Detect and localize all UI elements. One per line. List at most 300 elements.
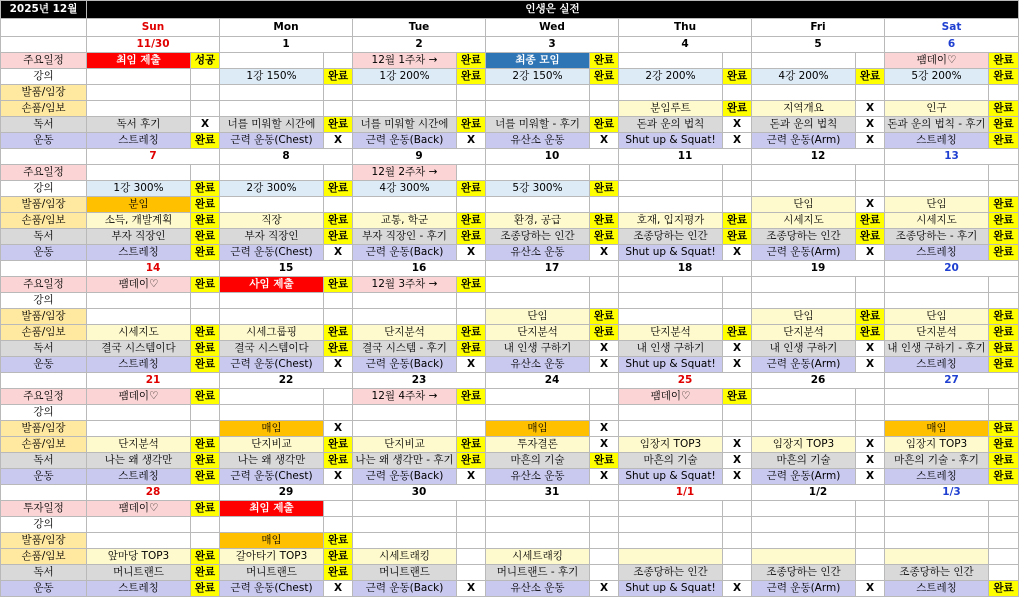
status-cell[interactable]: X	[324, 469, 353, 485]
status-cell[interactable]: 완료	[191, 501, 220, 517]
status-cell[interactable]: 완료	[723, 213, 752, 229]
task-cell[interactable]: 조종당하는 인간	[619, 229, 723, 245]
status-cell[interactable]: X	[590, 341, 619, 357]
task-cell[interactable]: 투자결론	[486, 437, 590, 453]
task-cell[interactable]: 결국 시스템이다	[220, 341, 324, 357]
status-cell[interactable]: 완료	[590, 181, 619, 197]
task-cell[interactable]	[87, 85, 191, 101]
status-cell[interactable]	[723, 549, 752, 565]
status-cell[interactable]: 완료	[324, 117, 353, 133]
status-cell[interactable]	[590, 405, 619, 421]
status-cell[interactable]	[324, 165, 353, 181]
status-cell[interactable]: X	[590, 437, 619, 453]
status-cell[interactable]	[590, 165, 619, 181]
task-cell[interactable]	[486, 197, 590, 213]
status-cell[interactable]	[590, 565, 619, 581]
task-cell[interactable]: Shut up & Squat!	[619, 245, 723, 261]
status-cell[interactable]: 완료	[457, 437, 486, 453]
status-cell[interactable]	[723, 293, 752, 309]
status-cell[interactable]: 완료	[457, 389, 486, 405]
task-cell[interactable]: 1강 300%	[87, 181, 191, 197]
task-cell[interactable]	[486, 501, 590, 517]
task-cell[interactable]	[885, 501, 989, 517]
status-cell[interactable]	[989, 549, 1019, 565]
status-cell[interactable]: 완료	[989, 357, 1019, 373]
status-cell[interactable]	[324, 85, 353, 101]
status-cell[interactable]: 완료	[457, 341, 486, 357]
task-cell[interactable]: 스트레칭	[885, 133, 989, 149]
task-cell[interactable]	[752, 85, 856, 101]
status-cell[interactable]	[989, 165, 1019, 181]
status-cell[interactable]: X	[723, 469, 752, 485]
task-cell[interactable]: 임장지 TOP3	[885, 437, 989, 453]
status-cell[interactable]	[989, 389, 1019, 405]
task-cell[interactable]: 돈과 운의 법칙	[619, 117, 723, 133]
status-cell[interactable]	[989, 405, 1019, 421]
status-cell[interactable]	[723, 517, 752, 533]
status-cell[interactable]	[457, 501, 486, 517]
status-cell[interactable]: 완료	[723, 325, 752, 341]
task-cell[interactable]: 근력 운동(Arm)	[752, 245, 856, 261]
task-cell[interactable]	[220, 101, 324, 117]
task-cell[interactable]: 조종당하는 인간	[885, 565, 989, 581]
task-cell[interactable]	[486, 293, 590, 309]
status-cell[interactable]	[856, 517, 885, 533]
task-cell[interactable]	[752, 277, 856, 293]
task-cell[interactable]: 머니트랜드	[353, 565, 457, 581]
status-cell[interactable]: X	[590, 133, 619, 149]
status-cell[interactable]: 완료	[324, 69, 353, 85]
status-cell[interactable]: 완료	[989, 325, 1019, 341]
status-cell[interactable]: 완료	[590, 309, 619, 325]
task-cell[interactable]	[486, 277, 590, 293]
task-cell[interactable]	[619, 181, 723, 197]
status-cell[interactable]: X	[723, 117, 752, 133]
status-cell[interactable]	[590, 517, 619, 533]
status-cell[interactable]: 완료	[191, 389, 220, 405]
task-cell[interactable]: 조종당하는 - 후기	[885, 229, 989, 245]
task-cell[interactable]	[220, 517, 324, 533]
task-cell[interactable]: 근력 운동(Chest)	[220, 581, 324, 597]
task-cell[interactable]: 근력 운동(Back)	[353, 245, 457, 261]
status-cell[interactable]: X	[457, 245, 486, 261]
task-cell[interactable]: 조종당하는 인간	[486, 229, 590, 245]
status-cell[interactable]: X	[590, 581, 619, 597]
task-cell[interactable]: 12월 3주차 →	[353, 277, 457, 293]
status-cell[interactable]: 완료	[989, 309, 1019, 325]
status-cell[interactable]: 완료	[989, 469, 1019, 485]
task-cell[interactable]: 마흔의 기술 - 후기	[885, 453, 989, 469]
status-cell[interactable]	[856, 85, 885, 101]
status-cell[interactable]: X	[457, 133, 486, 149]
task-cell[interactable]	[87, 69, 191, 85]
task-cell[interactable]: 유산소 운동	[486, 581, 590, 597]
status-cell[interactable]: 성공	[191, 53, 220, 69]
status-cell[interactable]: 완료	[989, 453, 1019, 469]
status-cell[interactable]: 완료	[989, 53, 1019, 69]
task-cell[interactable]: 조종당하는 인간	[752, 565, 856, 581]
status-cell[interactable]: 완료	[324, 549, 353, 565]
task-cell[interactable]	[619, 165, 723, 181]
task-cell[interactable]: 환경, 공급	[486, 213, 590, 229]
status-cell[interactable]	[723, 277, 752, 293]
task-cell[interactable]	[353, 85, 457, 101]
task-cell[interactable]: 시세그룹핑	[220, 325, 324, 341]
status-cell[interactable]	[191, 517, 220, 533]
task-cell[interactable]: 팸데이♡	[885, 53, 989, 69]
task-cell[interactable]	[619, 309, 723, 325]
task-cell[interactable]: 앞마당 TOP3	[87, 549, 191, 565]
status-cell[interactable]: X	[856, 245, 885, 261]
status-cell[interactable]: 완료	[989, 197, 1019, 213]
task-cell[interactable]	[87, 101, 191, 117]
task-cell[interactable]	[885, 517, 989, 533]
status-cell[interactable]	[457, 85, 486, 101]
task-cell[interactable]: 근력 운동(Chest)	[220, 469, 324, 485]
task-cell[interactable]: 조종당하는 인간	[619, 565, 723, 581]
status-cell[interactable]	[324, 293, 353, 309]
status-cell[interactable]	[191, 405, 220, 421]
status-cell[interactable]	[324, 405, 353, 421]
task-cell[interactable]	[486, 85, 590, 101]
status-cell[interactable]	[989, 293, 1019, 309]
task-cell[interactable]: Shut up & Squat!	[619, 133, 723, 149]
task-cell[interactable]	[486, 405, 590, 421]
status-cell[interactable]: X	[324, 357, 353, 373]
status-cell[interactable]: X	[324, 581, 353, 597]
status-cell[interactable]	[191, 69, 220, 85]
status-cell[interactable]	[989, 501, 1019, 517]
task-cell[interactable]	[885, 293, 989, 309]
status-cell[interactable]	[723, 421, 752, 437]
status-cell[interactable]: 완료	[856, 69, 885, 85]
task-cell[interactable]: 단임	[885, 309, 989, 325]
task-cell[interactable]: 근력 운동(Back)	[353, 357, 457, 373]
status-cell[interactable]	[989, 277, 1019, 293]
task-cell[interactable]: 내 인생 구하기	[486, 341, 590, 357]
status-cell[interactable]: 완료	[191, 565, 220, 581]
status-cell[interactable]	[989, 181, 1019, 197]
status-cell[interactable]	[324, 517, 353, 533]
status-cell[interactable]: 완료	[457, 213, 486, 229]
task-cell[interactable]: 독서 후기	[87, 117, 191, 133]
status-cell[interactable]: 완료	[191, 277, 220, 293]
task-cell[interactable]: 스트레칭	[87, 581, 191, 597]
status-cell[interactable]: 완료	[856, 325, 885, 341]
task-cell[interactable]: 시세트래킹	[353, 549, 457, 565]
task-cell[interactable]	[752, 501, 856, 517]
task-cell[interactable]: 머니트랜드	[87, 565, 191, 581]
status-cell[interactable]: 완료	[191, 325, 220, 341]
status-cell[interactable]	[590, 277, 619, 293]
status-cell[interactable]	[989, 565, 1019, 581]
task-cell[interactable]	[486, 533, 590, 549]
status-cell[interactable]: X	[723, 245, 752, 261]
status-cell[interactable]: 완료	[989, 437, 1019, 453]
task-cell[interactable]	[752, 421, 856, 437]
task-cell[interactable]: 1강 150%	[220, 69, 324, 85]
task-cell[interactable]	[353, 533, 457, 549]
status-cell[interactable]: 완료	[324, 229, 353, 245]
task-cell[interactable]: Shut up & Squat!	[619, 357, 723, 373]
task-cell[interactable]: 최종 모임	[486, 53, 590, 69]
task-cell[interactable]: 사임 제출	[220, 277, 324, 293]
status-cell[interactable]	[590, 389, 619, 405]
task-cell[interactable]	[885, 165, 989, 181]
task-cell[interactable]	[752, 405, 856, 421]
status-cell[interactable]	[856, 549, 885, 565]
task-cell[interactable]	[885, 181, 989, 197]
status-cell[interactable]: X	[324, 421, 353, 437]
task-cell[interactable]	[87, 293, 191, 309]
task-cell[interactable]	[619, 197, 723, 213]
task-cell[interactable]	[885, 549, 989, 565]
status-cell[interactable]: X	[324, 133, 353, 149]
task-cell[interactable]: 근력 운동(Arm)	[752, 133, 856, 149]
status-cell[interactable]	[590, 293, 619, 309]
status-cell[interactable]: 완료	[324, 437, 353, 453]
status-cell[interactable]: X	[324, 245, 353, 261]
task-cell[interactable]: 호재, 입지평가	[619, 213, 723, 229]
status-cell[interactable]: 완료	[191, 453, 220, 469]
task-cell[interactable]: 매임	[220, 533, 324, 549]
task-cell[interactable]: Shut up & Squat!	[619, 581, 723, 597]
status-cell[interactable]: 완료	[590, 325, 619, 341]
task-cell[interactable]: 인구	[885, 101, 989, 117]
task-cell[interactable]	[619, 405, 723, 421]
task-cell[interactable]: 돈과 운의 법칙 - 후기	[885, 117, 989, 133]
status-cell[interactable]: 완료	[989, 213, 1019, 229]
status-cell[interactable]: 완료	[989, 69, 1019, 85]
task-cell[interactable]: 결국 시스템 - 후기	[353, 341, 457, 357]
task-cell[interactable]: 근력 운동(Arm)	[752, 357, 856, 373]
task-cell[interactable]	[619, 549, 723, 565]
task-cell[interactable]: 2강 150%	[486, 69, 590, 85]
status-cell[interactable]	[590, 549, 619, 565]
task-cell[interactable]	[353, 405, 457, 421]
status-cell[interactable]: 완료	[191, 341, 220, 357]
task-cell[interactable]: 스트레칭	[87, 357, 191, 373]
status-cell[interactable]: 완료	[590, 69, 619, 85]
status-cell[interactable]	[324, 101, 353, 117]
status-cell[interactable]: X	[457, 469, 486, 485]
task-cell[interactable]: 임장지 TOP3	[619, 437, 723, 453]
task-cell[interactable]: 유산소 운동	[486, 133, 590, 149]
status-cell[interactable]: 완료	[590, 229, 619, 245]
status-cell[interactable]: X	[856, 117, 885, 133]
status-cell[interactable]	[457, 293, 486, 309]
task-cell[interactable]	[752, 293, 856, 309]
status-cell[interactable]: 완료	[324, 533, 353, 549]
task-cell[interactable]	[220, 293, 324, 309]
status-cell[interactable]: 완료	[457, 117, 486, 133]
task-cell[interactable]: 2강 300%	[220, 181, 324, 197]
status-cell[interactable]	[457, 405, 486, 421]
task-cell[interactable]	[885, 405, 989, 421]
status-cell[interactable]: 완료	[457, 325, 486, 341]
status-cell[interactable]: 완료	[457, 277, 486, 293]
task-cell[interactable]: 머니트랜드 - 후기	[486, 565, 590, 581]
task-cell[interactable]	[220, 309, 324, 325]
task-cell[interactable]	[353, 309, 457, 325]
task-cell[interactable]	[220, 85, 324, 101]
task-cell[interactable]: 근력 운동(Chest)	[220, 133, 324, 149]
status-cell[interactable]	[856, 405, 885, 421]
task-cell[interactable]: 조종당하는 인간	[752, 229, 856, 245]
status-cell[interactable]: 완료	[590, 213, 619, 229]
task-cell[interactable]: 스트레칭	[885, 581, 989, 597]
status-cell[interactable]	[989, 85, 1019, 101]
status-cell[interactable]: 완료	[324, 213, 353, 229]
status-cell[interactable]	[723, 501, 752, 517]
task-cell[interactable]	[87, 517, 191, 533]
status-cell[interactable]: X	[856, 453, 885, 469]
status-cell[interactable]: X	[723, 357, 752, 373]
status-cell[interactable]: 완료	[191, 549, 220, 565]
task-cell[interactable]	[752, 517, 856, 533]
status-cell[interactable]	[457, 533, 486, 549]
task-cell[interactable]: 팸데이♡	[87, 389, 191, 405]
task-cell[interactable]	[353, 421, 457, 437]
task-cell[interactable]: 부자 직장인	[220, 229, 324, 245]
task-cell[interactable]: 마흔의 기술	[486, 453, 590, 469]
task-cell[interactable]: 나는 왜 생각만	[87, 453, 191, 469]
task-cell[interactable]	[619, 517, 723, 533]
task-cell[interactable]: 시세지도	[885, 213, 989, 229]
status-cell[interactable]: X	[723, 133, 752, 149]
status-cell[interactable]	[191, 533, 220, 549]
task-cell[interactable]	[619, 53, 723, 69]
status-cell[interactable]	[590, 533, 619, 549]
status-cell[interactable]: X	[723, 453, 752, 469]
task-cell[interactable]: 단지비교	[353, 437, 457, 453]
status-cell[interactable]: 완료	[989, 117, 1019, 133]
task-cell[interactable]: 근력 운동(Back)	[353, 133, 457, 149]
status-cell[interactable]: X	[856, 101, 885, 117]
status-cell[interactable]: X	[457, 581, 486, 597]
status-cell[interactable]	[457, 101, 486, 117]
status-cell[interactable]: 완료	[989, 229, 1019, 245]
status-cell[interactable]: 완료	[989, 341, 1019, 357]
task-cell[interactable]: 분임	[87, 197, 191, 213]
task-cell[interactable]: 나는 왜 생각만 - 후기	[353, 453, 457, 469]
task-cell[interactable]	[220, 53, 324, 69]
status-cell[interactable]	[856, 53, 885, 69]
status-cell[interactable]: 완료	[723, 389, 752, 405]
task-cell[interactable]	[486, 389, 590, 405]
task-cell[interactable]: 근력 운동(Arm)	[752, 469, 856, 485]
status-cell[interactable]: 완료	[856, 229, 885, 245]
task-cell[interactable]: 매임	[220, 421, 324, 437]
status-cell[interactable]	[590, 501, 619, 517]
status-cell[interactable]: 완료	[457, 69, 486, 85]
status-cell[interactable]	[723, 53, 752, 69]
task-cell[interactable]: 5강 200%	[885, 69, 989, 85]
status-cell[interactable]: 완료	[989, 421, 1019, 437]
status-cell[interactable]	[191, 101, 220, 117]
task-cell[interactable]: 12월 1주차 →	[353, 53, 457, 69]
task-cell[interactable]: 부자 직장인 - 후기	[353, 229, 457, 245]
task-cell[interactable]: 근력 운동(Arm)	[752, 581, 856, 597]
task-cell[interactable]: 갈아타기 TOP3	[220, 549, 324, 565]
status-cell[interactable]	[324, 309, 353, 325]
task-cell[interactable]	[353, 501, 457, 517]
status-cell[interactable]	[457, 517, 486, 533]
task-cell[interactable]: 단지분석	[885, 325, 989, 341]
task-cell[interactable]: 돈과 운의 법칙	[752, 117, 856, 133]
task-cell[interactable]: 내 인생 구하기	[619, 341, 723, 357]
task-cell[interactable]	[87, 405, 191, 421]
status-cell[interactable]: X	[856, 469, 885, 485]
status-cell[interactable]: 완료	[191, 133, 220, 149]
task-cell[interactable]: 근력 운동(Back)	[353, 469, 457, 485]
task-cell[interactable]: 단임	[752, 309, 856, 325]
status-cell[interactable]	[191, 293, 220, 309]
status-cell[interactable]: 완료	[457, 453, 486, 469]
task-cell[interactable]: 임장지 TOP3	[752, 437, 856, 453]
status-cell[interactable]: X	[856, 437, 885, 453]
status-cell[interactable]: 완료	[590, 117, 619, 133]
task-cell[interactable]	[619, 501, 723, 517]
task-cell[interactable]	[752, 165, 856, 181]
task-cell[interactable]	[619, 421, 723, 437]
task-cell[interactable]	[353, 517, 457, 533]
status-cell[interactable]	[590, 101, 619, 117]
status-cell[interactable]: 완료	[856, 213, 885, 229]
task-cell[interactable]	[752, 533, 856, 549]
status-cell[interactable]: 완료	[324, 277, 353, 293]
task-cell[interactable]: 내 인생 구하기 - 후기	[885, 341, 989, 357]
status-cell[interactable]: X	[723, 437, 752, 453]
status-cell[interactable]: 완료	[856, 309, 885, 325]
task-cell[interactable]: 매임	[885, 421, 989, 437]
status-cell[interactable]	[723, 565, 752, 581]
status-cell[interactable]	[856, 181, 885, 197]
status-cell[interactable]	[856, 293, 885, 309]
status-cell[interactable]	[324, 53, 353, 69]
status-cell[interactable]: X	[856, 197, 885, 213]
status-cell[interactable]: 완료	[457, 181, 486, 197]
task-cell[interactable]	[619, 85, 723, 101]
status-cell[interactable]: 완료	[191, 469, 220, 485]
status-cell[interactable]	[457, 565, 486, 581]
status-cell[interactable]	[856, 389, 885, 405]
status-cell[interactable]	[457, 165, 486, 181]
task-cell[interactable]: 단지분석	[486, 325, 590, 341]
task-cell[interactable]	[885, 533, 989, 549]
task-cell[interactable]	[486, 165, 590, 181]
task-cell[interactable]: 스트레칭	[87, 469, 191, 485]
status-cell[interactable]: 완료	[324, 565, 353, 581]
status-cell[interactable]: 완료	[457, 53, 486, 69]
task-cell[interactable]: 최임 제출	[220, 501, 324, 517]
task-cell[interactable]: 너를 미워할 시간에	[220, 117, 324, 133]
status-cell[interactable]: X	[590, 469, 619, 485]
task-cell[interactable]: 매임	[486, 421, 590, 437]
task-cell[interactable]: 스트레칭	[87, 133, 191, 149]
status-cell[interactable]: 완료	[723, 229, 752, 245]
task-cell[interactable]: 단지분석	[752, 325, 856, 341]
task-cell[interactable]: 스트레칭	[87, 245, 191, 261]
task-cell[interactable]: 근력 운동(Chest)	[220, 245, 324, 261]
status-cell[interactable]: 완료	[989, 101, 1019, 117]
status-cell[interactable]	[590, 85, 619, 101]
status-cell[interactable]	[856, 565, 885, 581]
status-cell[interactable]: X	[590, 245, 619, 261]
status-cell[interactable]: 완료	[191, 437, 220, 453]
task-cell[interactable]: 시세지도	[87, 325, 191, 341]
status-cell[interactable]: X	[191, 117, 220, 133]
